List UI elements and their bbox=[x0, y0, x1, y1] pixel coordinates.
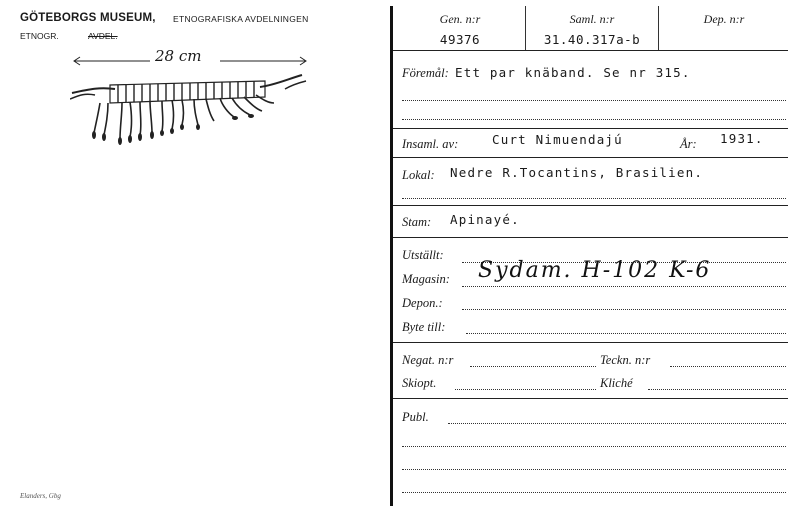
stam-label: Stam: bbox=[402, 215, 432, 229]
foremal-value: Ett par knäband. Se nr 315. bbox=[455, 65, 691, 80]
col-sep-2 bbox=[658, 6, 659, 50]
avdel-struck-label: AVDEL. bbox=[88, 31, 118, 41]
stam-value: Apinayé. bbox=[450, 212, 520, 227]
magasin-handwritten-value: Sydam. H-102 K-6 bbox=[478, 258, 712, 283]
gen-nr-label: Gen. n:r bbox=[439, 12, 481, 26]
magasin-label: Magasin: bbox=[402, 272, 450, 286]
negat-label: Negat. n:r bbox=[402, 353, 454, 367]
publ-line-3 bbox=[402, 469, 786, 470]
foremal-label: Föremål: bbox=[402, 66, 449, 80]
foremal-line-3 bbox=[402, 119, 786, 120]
knee-band-sketch bbox=[70, 55, 310, 145]
publ-line-1 bbox=[448, 423, 786, 424]
skiopt-label: Skiopt. bbox=[402, 376, 437, 390]
byte-line bbox=[466, 333, 786, 334]
byte-label: Byte till: bbox=[402, 320, 446, 334]
rule-after-kliche bbox=[393, 398, 788, 399]
publ-line-4 bbox=[402, 492, 786, 493]
utstallt-label: Utställt: bbox=[402, 248, 444, 262]
lokal-line-2 bbox=[402, 198, 786, 199]
etnogr-label: ETNOGR. bbox=[20, 31, 59, 41]
depon-label: Depon.: bbox=[402, 296, 443, 310]
rule-after-insaml bbox=[393, 157, 788, 158]
saml-nr-value: 31.40.317a-b bbox=[543, 32, 641, 47]
rule-after-byte bbox=[393, 342, 788, 343]
kliche-line bbox=[648, 389, 786, 390]
printer-mark: Elanders, Gbg bbox=[20, 492, 61, 500]
col-sep-1 bbox=[525, 6, 526, 50]
publ-label: Publ. bbox=[402, 410, 429, 424]
insaml-label: Insaml. av: bbox=[402, 137, 459, 151]
gen-nr-value: 49376 bbox=[439, 32, 481, 47]
rule-after-foremal bbox=[393, 128, 788, 129]
foremal-line-2 bbox=[402, 100, 786, 101]
insaml-value: Curt Nimuendajú bbox=[492, 132, 623, 147]
ar-value: 1931. bbox=[720, 131, 764, 146]
lokal-label: Lokal: bbox=[402, 168, 435, 182]
museum-name: GÖTEBORGS MUSEUM, bbox=[20, 12, 156, 24]
dep-nr-label: Dep. n:r bbox=[703, 12, 745, 26]
depon-line bbox=[462, 309, 786, 310]
department-name: ETNOGRAFISKA AVDELNINGEN bbox=[173, 14, 309, 24]
header-rule bbox=[393, 50, 788, 51]
magasin-line bbox=[462, 286, 786, 287]
negat-line bbox=[470, 366, 596, 367]
rule-after-stam bbox=[393, 237, 788, 238]
teckn-line bbox=[670, 366, 786, 367]
rule-after-lokal bbox=[393, 205, 788, 206]
card-divider-line bbox=[390, 6, 393, 506]
skiopt-line bbox=[455, 389, 596, 390]
measurement-label: 28 cm bbox=[155, 47, 202, 65]
publ-line-2 bbox=[402, 446, 786, 447]
ar-label: År: bbox=[680, 137, 697, 151]
kliche-label: Kliché bbox=[600, 376, 633, 390]
teckn-label: Teckn. n:r bbox=[600, 353, 651, 367]
lokal-value: Nedre R.Tocantins, Brasilien. bbox=[450, 165, 704, 180]
saml-nr-label: Saml. n:r bbox=[569, 12, 615, 26]
